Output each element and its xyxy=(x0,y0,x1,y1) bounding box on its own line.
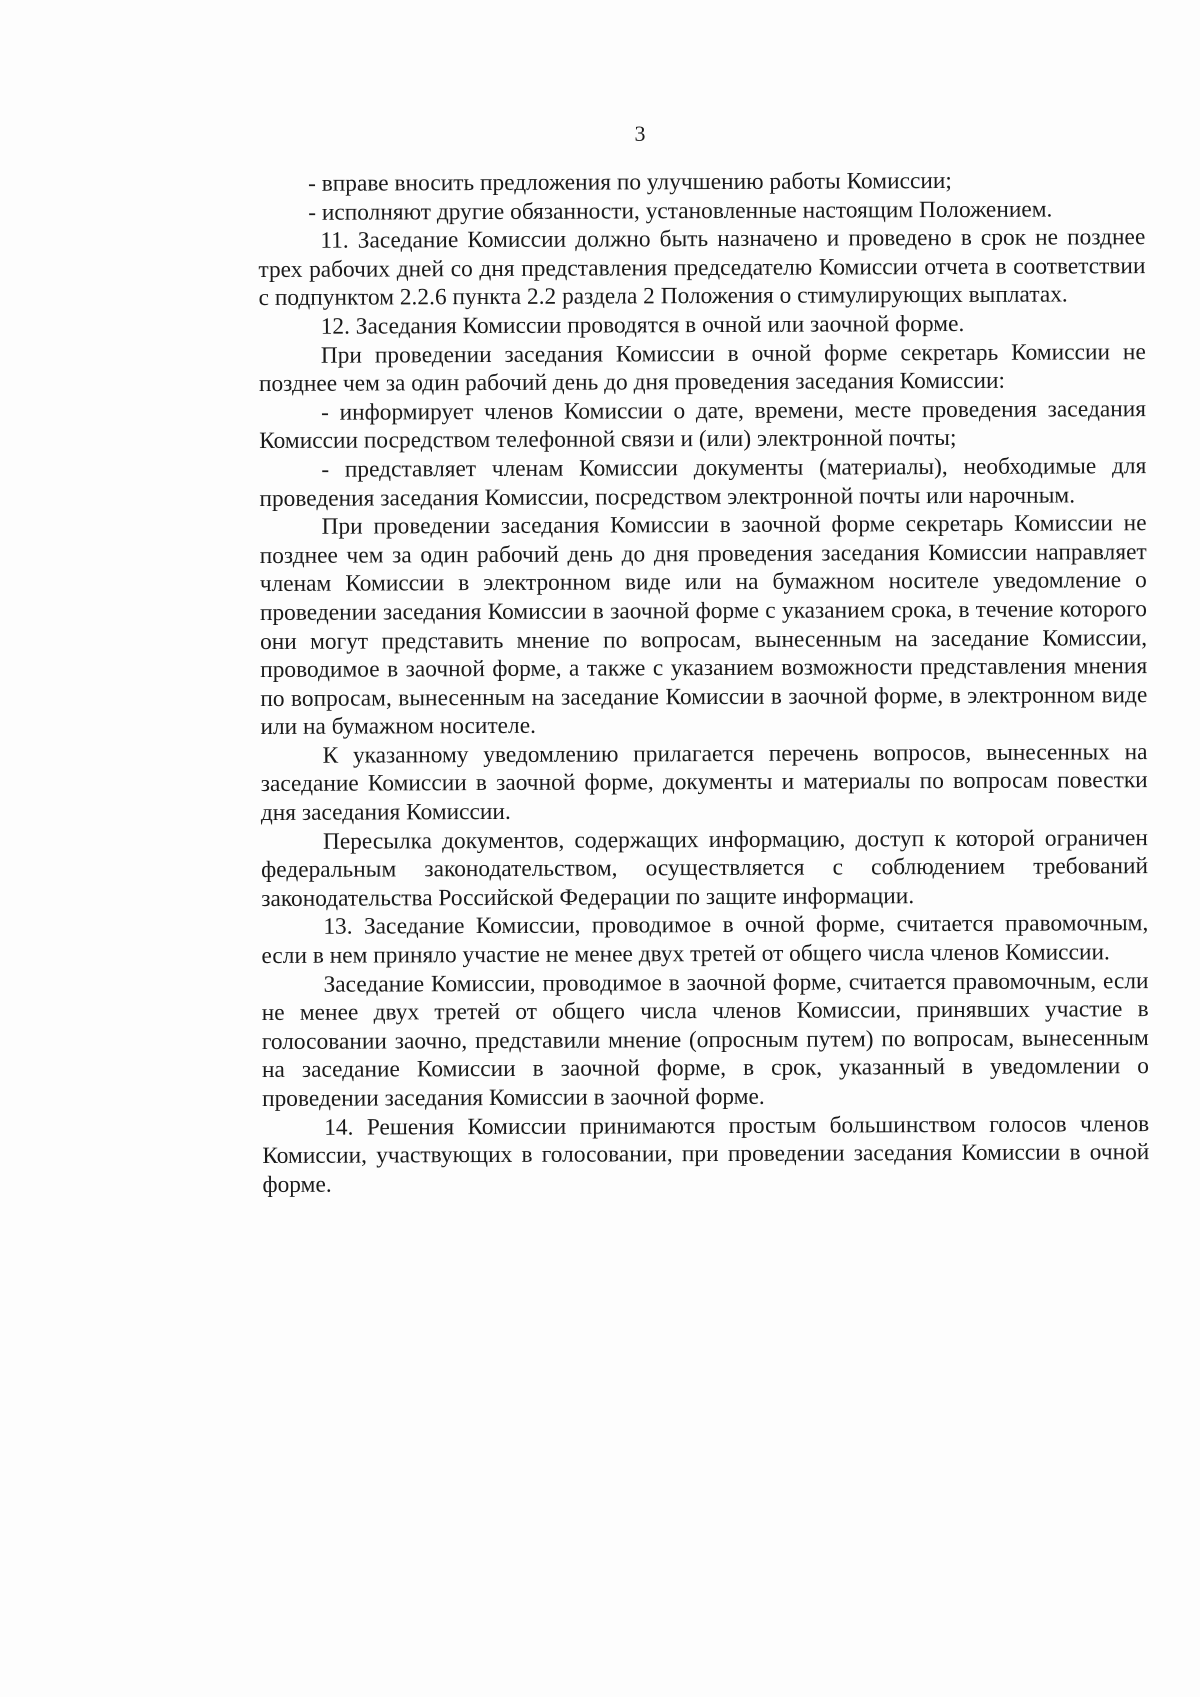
paragraph-in-person-secretary: При проведении заседания Комиссии в очной форме секретарь Комиссии не позднее чем за один рабочий день до дня проведения заседания Комиссии: xyxy=(258,338,1146,398)
paragraph-absentee-quorum: Заседание Комиссии, проводимое в заочной форме, считается правомочным, если не менее двух третей от общего числа членов Комиссии, принявших участие в голосовании заочно, представили мнение (опросным путем) по вопросам, вынесенным на заседание Комиссии в заочной форме, в срок, указанный в уведомлении о проведении заседания Комиссии в заочной форме. xyxy=(261,967,1149,1112)
paragraph-12-meeting-forms: 12. Заседания Комиссии проводятся в очной или заочной форме. xyxy=(320,310,965,340)
paragraph-other-duties: - исполняют другие обязанности, установленные настоящим Положением. xyxy=(308,196,1053,226)
paragraph-absentee-secretary: При проведении заседания Комиссии в заочной форме секретарь Комиссии не позднее чем за один рабочий день до дня проведения заседания Комиссии направляет членам Комиссии в электронном виде или на бумажном носителе уведомление о проведении заседания Комиссии в заочной форме с указанием срока, в течение которого они могут представить мнение по вопросам, вынесенным на заседание Комиссии, проводимое в заочной форме, а также с указанием возможности представления мнения по вопросам, вынесенным на заседание Комиссии в заочной форме, в электронном виде или на бумажном носителе. xyxy=(259,510,1148,741)
paragraph-notice-attachments: К указанному уведомлению прилагается перечень вопросов, вынесенных на заседание Комиссии в заочной форме, документы и материалы по вопросам повестки дня заседания Комиссии. xyxy=(260,738,1148,827)
paragraph-provides-documents: - представляет членам Комиссии документы (материалы), необходимые для проведения заседания Комиссии, посредством электронной почты или нарочным. xyxy=(259,453,1147,512)
document-body xyxy=(258,166,1149,1199)
paragraph-11-meeting-deadline: 11. Заседание Комиссии должно быть назначено и проведено в срок не позднее трех рабочих дней со дня представления председателю Комиссии отчета в соответствии с подпунктом 2.2.6 пункта 2.2 раздела 2 Положения о стимулирующих выплатах. xyxy=(258,224,1146,312)
paragraph-14-decisions: 14. Решения Комиссии принимаются простым большинством голосов членов Комиссии, участвующих в голосовании, при проведении заседания Комиссии в очной форме. xyxy=(262,1110,1150,1198)
paragraph-rights-proposals: - вправе вносить предложения по улучшению работы Комиссии; xyxy=(308,167,952,197)
paragraph-13-in-person-quorum: 13. Заседание Комиссии, проводимое в очной форме, считается правомочным, если в нем приняло участие не менее двух третей от общего числа членов Комиссии. xyxy=(261,910,1149,970)
paragraph-document-forwarding: Пересылка документов, содержащих информацию, доступ к которой ограничен федеральным законодательством, осуществляется с соблюдением требований законодательства Российской Федерации по защите информации. xyxy=(260,824,1149,912)
paragraph-informs-members: - информирует членов Комиссии о дате, времени, месте проведения заседания Комиссии посредством телефонной связи и (или) электронной почты; xyxy=(259,395,1147,455)
page-number: 3 xyxy=(634,121,646,146)
